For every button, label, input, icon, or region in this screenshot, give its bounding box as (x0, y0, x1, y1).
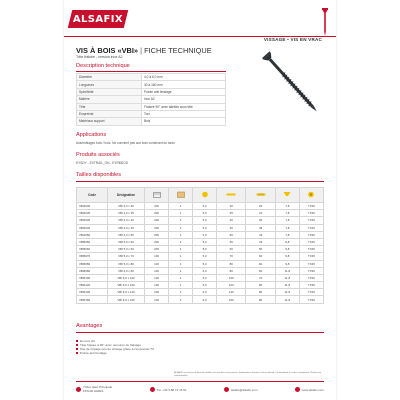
table-cell: 11,8 (275, 289, 299, 296)
sizes-table (76, 187, 324, 304)
table-cell: VBI6160 (77, 296, 108, 303)
table-cell: 1 (169, 267, 193, 274)
table-cell: 100 (145, 296, 169, 303)
col-torx-icon (299, 188, 323, 203)
table-cell: 60 (246, 260, 275, 267)
table-cell: 1 (169, 253, 193, 260)
table-cell: 43 (246, 238, 275, 245)
list-item: Pas de rippage lors du vissage grâce à l'empreinte TX (76, 347, 154, 351)
spec-key: Matériaux support (77, 118, 142, 125)
table-cell: 26 (246, 203, 275, 210)
table-cell: 9,8 (275, 253, 299, 260)
spec-table (76, 73, 226, 126)
table-cell: 80 (246, 289, 275, 296)
table-cell: VBI 4,0 x 35 (108, 210, 145, 217)
table-cell: 50 (217, 238, 246, 245)
table-cell: TX20 (299, 231, 323, 238)
table-cell: TX25 (299, 238, 323, 245)
table-cell: 100 (145, 267, 169, 274)
list-item: Tête fraisée à 90° avec nervures de fraisage (76, 343, 154, 347)
table-cell: 120 (217, 282, 246, 289)
col-length-icon (217, 188, 246, 203)
datasheet-page (64, 0, 336, 400)
table-cell: VBI 4,0 x 45 (108, 224, 145, 231)
table-cell: TX20 (299, 210, 323, 217)
table-cell: VBI 4,0 x 40 (108, 217, 145, 224)
table-cell: TX30 (299, 296, 323, 303)
table-cell: VBI5050 (77, 238, 108, 245)
table-row (77, 274, 324, 281)
table-cell: 200 (145, 231, 169, 238)
table-cell: TX25 (299, 260, 323, 267)
table-row (77, 282, 324, 289)
table-cell: 80 (217, 267, 246, 274)
phone-icon (150, 387, 155, 392)
spec-row (77, 110, 226, 117)
location-icon (76, 387, 81, 392)
torx-icon (307, 191, 315, 198)
table-cell: 40 (217, 217, 246, 224)
table-cell: 1 (169, 296, 193, 303)
bullet-icon (76, 340, 78, 342)
spec-key: Empreinte (77, 110, 142, 117)
table-cell: 5,0 (193, 260, 217, 267)
table-cell: 6,0 (193, 282, 217, 289)
table-row (77, 246, 324, 253)
title-suffix: FICHE TECHNIQUE (144, 46, 212, 55)
spec-row (77, 103, 226, 110)
footer-website[interactable]: www.alsafix.com (295, 385, 324, 394)
table-cell: 100 (145, 260, 169, 267)
length-icon (226, 191, 236, 198)
table-cell: 7,8 (275, 203, 299, 210)
table-cell: VBI 5,0 x 70 (108, 253, 145, 260)
produits-text: KYSDY - EXTRAIL_ON - EYRBDOD (76, 161, 129, 165)
table-cell: 5,0 (193, 253, 217, 260)
avantages-underline (76, 332, 324, 333)
spec-key: Spécificité (77, 88, 142, 95)
col-code: Code (77, 188, 108, 203)
brand-logo-text: ALSAFIX (72, 13, 124, 25)
diameter-icon (201, 191, 209, 198)
table-cell: VBI5080 (77, 260, 108, 267)
table-row (77, 296, 324, 303)
table-cell: 9,8 (275, 260, 299, 267)
footer-address: 7 Rue Haut Principale F67240 GRIES (76, 385, 112, 394)
table-row (77, 253, 324, 260)
table-cell: 200 (145, 217, 169, 224)
table-cell: 200 (145, 203, 169, 210)
table-cell: VBI4035 (77, 210, 108, 217)
table-cell: 5,0 (193, 203, 217, 210)
table-row (77, 260, 324, 267)
table-cell: VBI4045 (77, 224, 108, 231)
table-cell: VBI4050 (77, 231, 108, 238)
footer-divider (76, 381, 324, 382)
footer-phone[interactable]: Tél. +33 3 88 72 15 51 (150, 385, 187, 394)
col-carton-icon (169, 188, 193, 203)
table-row (77, 217, 324, 224)
table-cell: 5,0 (193, 238, 217, 245)
col-box-icon (145, 188, 169, 203)
table-cell: 9,8 (275, 238, 299, 245)
spec-row (77, 81, 226, 88)
table-cell: 200 (145, 210, 169, 217)
table-cell: 100 (145, 282, 169, 289)
table-cell: TX20 (299, 217, 323, 224)
table-cell: 38 (246, 224, 275, 231)
table-cell: 31 (246, 210, 275, 217)
table-cell: 1 (169, 289, 193, 296)
table-cell: 7,8 (275, 224, 299, 231)
table-cell: TX30 (299, 274, 323, 281)
table-cell: 80 (217, 260, 246, 267)
spec-key: Matière (77, 96, 142, 103)
spec-row (77, 74, 226, 81)
table-row (77, 224, 324, 231)
table-cell: VBI6120 (77, 282, 108, 289)
spec-value: Bois (142, 118, 226, 125)
table-cell: 60 (246, 267, 275, 274)
table-cell: 11,8 (275, 282, 299, 289)
table-cell: 100 (145, 253, 169, 260)
bullet-icon (76, 348, 78, 350)
table-cell: 35 (217, 210, 246, 217)
table-cell: 6,0 (193, 289, 217, 296)
table-cell: 43 (246, 231, 275, 238)
brand-logo[interactable] (68, 10, 128, 28)
table-cell: 45 (217, 224, 246, 231)
table-cell: 100 (217, 274, 246, 281)
thread-icon (256, 191, 266, 198)
page-subtitle: Tête fraisée - version inox A2 (76, 55, 123, 59)
produits-heading: Produits associés (76, 152, 120, 158)
table-cell: 1 (169, 210, 193, 217)
col-designation: Désignation (108, 188, 145, 203)
header-bar (64, 0, 336, 42)
table-cell: 50 (246, 246, 275, 253)
table-cell: TX20 (299, 203, 323, 210)
table-cell: 60 (246, 253, 275, 260)
col-head-icon (275, 188, 299, 203)
table-cell: VBI 6,0 x 160 (108, 296, 145, 303)
table-cell: 7,8 (275, 217, 299, 224)
title-main: VIS À BOIS «VBI» (76, 46, 139, 55)
spec-value: Fraisée 90° avec ailettes sous tête (142, 103, 226, 110)
table-cell: 200 (145, 238, 169, 245)
table-cell: 1 (169, 224, 193, 231)
box-icon (153, 191, 161, 198)
page-title (76, 46, 212, 55)
table-cell: TX25 (299, 246, 323, 253)
table-cell: VBI5070 (77, 253, 108, 260)
table-cell: VBI 6,0 x 140 (108, 289, 145, 296)
spec-value: Pointe anti fendage (142, 88, 226, 95)
globe-icon (295, 387, 300, 392)
table-row (77, 238, 324, 245)
table-cell: 200 (145, 224, 169, 231)
spec-row (77, 118, 226, 125)
product-screw-image (254, 45, 324, 125)
table-cell: 1 (169, 260, 193, 267)
email-icon (224, 387, 229, 392)
table-cell: 1 (169, 274, 193, 281)
table-cell: VBI 6,0 x 120 (108, 282, 145, 289)
spec-row (77, 88, 226, 95)
table-cell: 100 (145, 274, 169, 281)
table-cell: VBI 4,0 x 50 (108, 231, 145, 238)
table-row (77, 203, 324, 210)
spec-key: Longueurs (77, 81, 142, 88)
table-cell: 11,8 (275, 267, 299, 274)
table-cell: 1 (169, 203, 193, 210)
spec-key: Tête (77, 103, 142, 110)
table-cell: VBI6140 (77, 289, 108, 296)
table-cell: VBI4040 (77, 217, 108, 224)
table-cell: 11,8 (275, 296, 299, 303)
description-underline (76, 71, 226, 72)
table-row (77, 267, 324, 274)
table-cell: VBI6080 (77, 267, 108, 274)
table-cell: TX25 (299, 253, 323, 260)
table-cell: 5,0 (193, 246, 217, 253)
table-cell: VBI 5,0 x 80 (108, 260, 145, 267)
table-cell: 7,8 (275, 210, 299, 217)
tailles-heading: Tailles disponibles (76, 172, 122, 178)
footer (76, 385, 324, 394)
table-cell: 50 (217, 231, 246, 238)
table-cell: 5,0 (193, 224, 217, 231)
table-cell: 6,0 (193, 274, 217, 281)
footer-disclaimer: ALSAFIX se réserve le droit de modifier ses produits sans préavis. Informations données à titre indicatif. Ce document n'est pas contractuel. Photos non contractuelles. (174, 372, 322, 377)
table-cell: VBI 5,0 x 60 (108, 246, 145, 253)
table-cell: 70 (217, 253, 246, 260)
carton-icon (177, 191, 185, 198)
table-cell: 80 (246, 282, 275, 289)
table-cell: 9,8 (275, 246, 299, 253)
table-cell: 5,0 (193, 210, 217, 217)
table-cell: 1 (169, 238, 193, 245)
table-cell: TX20 (299, 224, 323, 231)
table-cell: VBI6100 (77, 274, 108, 281)
avantages-heading: Avantages (76, 323, 103, 329)
table-cell: 70 (246, 274, 275, 281)
table-row (77, 289, 324, 296)
table-cell: VBI 6,0 x 80 (108, 267, 145, 274)
table-cell: 5,0 (193, 231, 217, 238)
table-row (77, 210, 324, 217)
table-cell: VBI 4,0 x 30 (108, 203, 145, 210)
bullet-icon (76, 352, 78, 354)
table-cell: 30 (217, 203, 246, 210)
table-cell: 7,8 (275, 231, 299, 238)
avantages-list (76, 339, 154, 355)
list-item: En inox A2 (76, 339, 154, 343)
footer-email[interactable]: alsafix@alsafix.com (224, 385, 258, 394)
table-cell: TX30 (299, 282, 323, 289)
table-cell: 160 (217, 296, 246, 303)
table-cell: TX30 (299, 289, 323, 296)
table-cell: 100 (145, 289, 169, 296)
applications-heading: Applications (76, 132, 107, 138)
table-cell: 6,0 (193, 267, 217, 274)
list-item: Pointe anti fendage (76, 351, 154, 355)
table-cell: 6,0 (193, 296, 217, 303)
spec-value: 4,0 à 6,0 mm (142, 74, 226, 81)
table-cell: 5,0 (193, 217, 217, 224)
table-cell: 200 (145, 246, 169, 253)
bullet-icon (76, 344, 78, 346)
table-cell: TX30 (299, 267, 323, 274)
spec-value: Inox A2 (142, 96, 226, 103)
tailles-underline (76, 181, 324, 182)
col-thread-icon (246, 188, 275, 203)
table-cell: 1 (169, 231, 193, 238)
table-cell: 1 (169, 217, 193, 224)
spec-value: 30 à 160 mm (142, 81, 226, 88)
spec-key: Diamètre (77, 74, 142, 81)
table-cell: 1 (169, 282, 193, 289)
table-cell: 140 (217, 289, 246, 296)
breadcrumb: VISSAGE • VIS EN VRAC (263, 37, 322, 42)
description-heading: Description technique (76, 63, 130, 69)
table-cell: VBI4030 (77, 203, 108, 210)
table-row (77, 231, 324, 238)
spec-row (77, 96, 226, 103)
title-separator: | (140, 46, 143, 55)
table-cell: 1 (169, 246, 193, 253)
spec-value: Torx (142, 110, 226, 117)
table-cell: VBI 5,0 x 50 (108, 238, 145, 245)
applications-text: Assemblages bois / bois. Ne convient pas aux bois contenant du tanin (76, 141, 175, 145)
head-icon (283, 191, 291, 198)
table-cell: 60 (217, 246, 246, 253)
col-diameter-icon (193, 188, 217, 203)
table-cell: VBI5060 (77, 246, 108, 253)
table-cell: 80 (246, 296, 275, 303)
table-cell: 11,8 (275, 274, 299, 281)
screw-icon (322, 8, 328, 36)
table-cell: VBI 6,0 x 100 (108, 274, 145, 281)
table-cell: 36 (246, 217, 275, 224)
